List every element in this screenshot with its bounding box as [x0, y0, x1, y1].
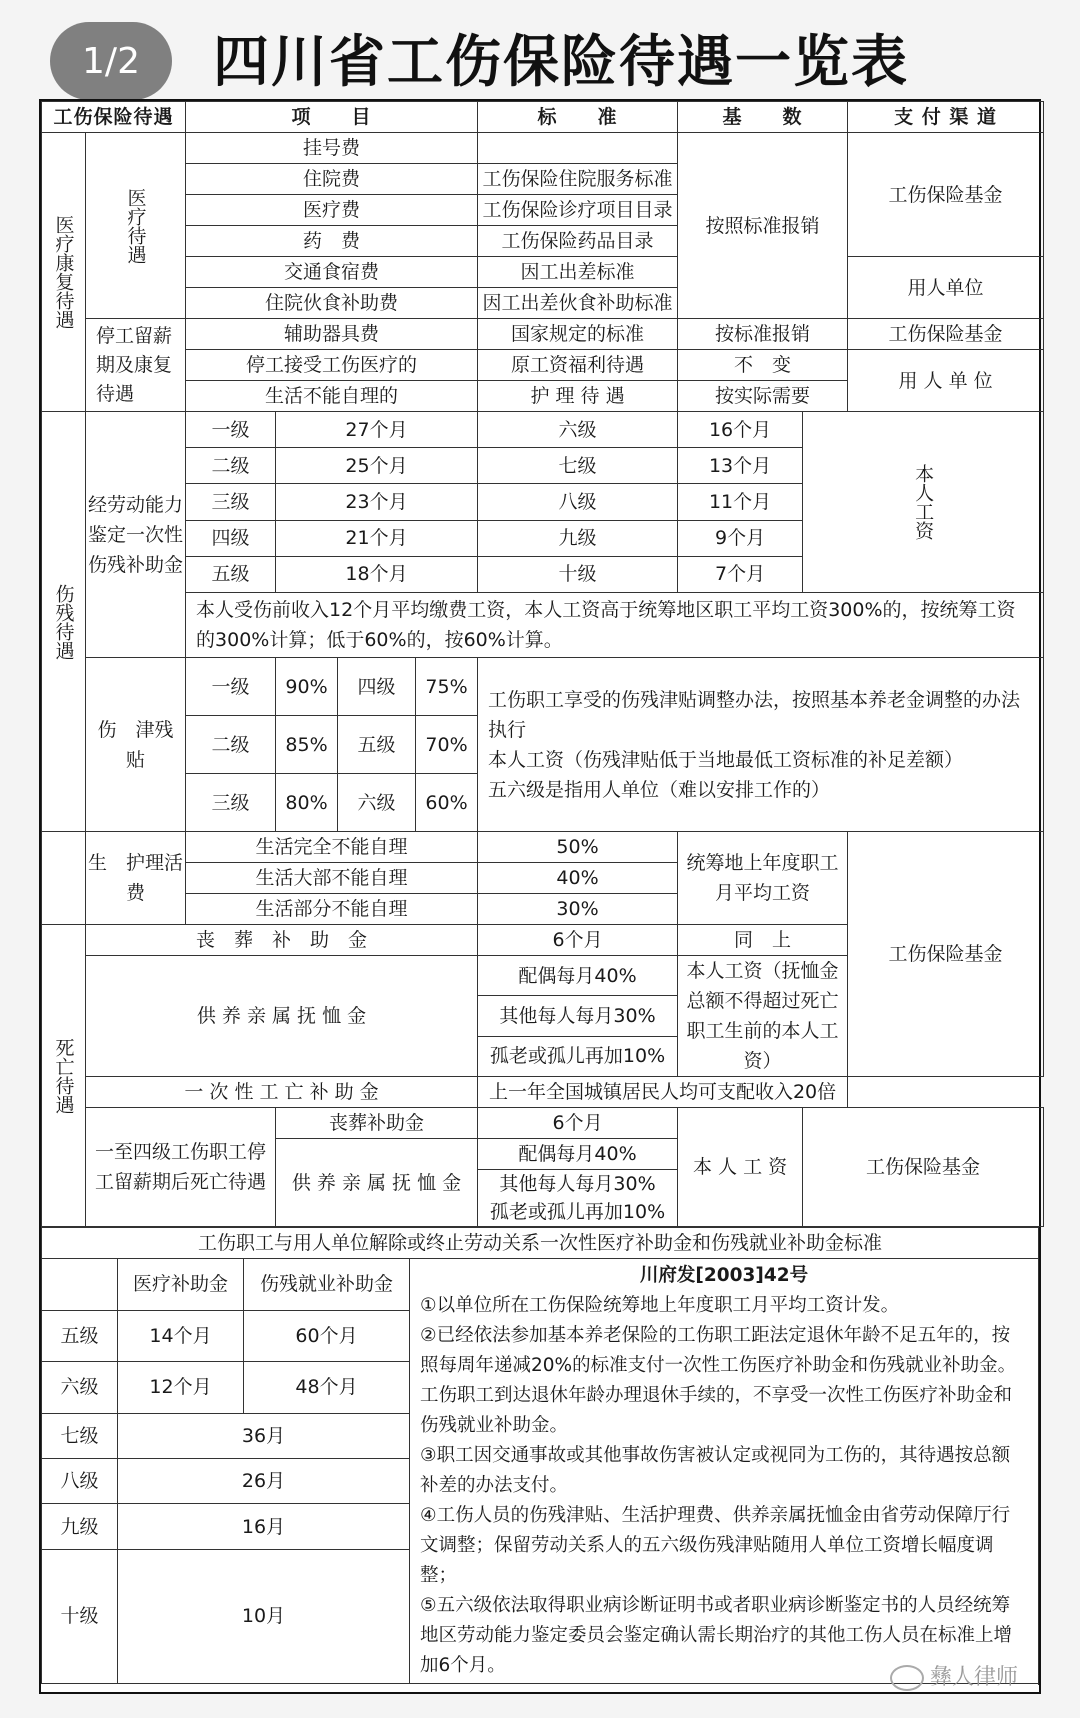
item-cell: 辅助器具费	[186, 319, 478, 350]
leave-death-label: 一至四级工伤职工停工留薪期后死亡待遇	[86, 1108, 276, 1227]
item-cell: 一 次 性 工 亡 补 助 金	[86, 1077, 478, 1108]
nursing-base: 统筹地上年度职工月平均工资	[678, 832, 848, 925]
std-cell: 因工出差标准	[478, 257, 678, 288]
months-cell: 9个月	[678, 520, 803, 556]
std-cell: 因工出差伙食补助标准	[478, 288, 678, 319]
leave-sub: 停工留薪期及康复待遇	[86, 319, 186, 412]
grade-cell: 四级	[338, 658, 416, 716]
grade-cell: 六级	[338, 774, 416, 832]
doc-number: 川府发[2003]42号	[639, 1265, 809, 1286]
disability-category: 伤残待遇	[42, 412, 86, 832]
table-row	[42, 133, 1044, 164]
months-cell: 13个月	[678, 448, 803, 484]
medical-cell: 12个月	[118, 1362, 244, 1414]
std-cell: 50%	[478, 832, 678, 863]
grade-cell: 六级	[42, 1362, 118, 1414]
std-cell: 工伤保险药品目录	[478, 226, 678, 257]
std-cell: 6个月	[478, 925, 678, 956]
table-row	[42, 658, 1044, 716]
lump-note: 本人受伤前收入12个月平均缴费工资，本人工资高于统筹地区职工平均工资300%的，按统筹工资的300%计算；低于60%的，按60%计算。	[186, 593, 1044, 658]
page-title: 四川省工伤保险待遇一览表	[213, 30, 909, 95]
grade-cell: 一级	[186, 658, 276, 716]
main-table	[41, 101, 1044, 1227]
base-cell: 同 上	[678, 925, 848, 956]
item-cell: 生活不能自理的	[186, 381, 478, 412]
pay-cell: 工伤保险基金	[848, 319, 1044, 350]
grade-cell: 六级	[478, 412, 678, 448]
std-cell: 配偶每月40%	[478, 1139, 678, 1170]
item-cell: 住院伙食补助费	[186, 288, 478, 319]
table-row	[42, 257, 1044, 288]
watermark	[890, 1660, 1018, 1691]
note-item: ⑤五六级依法取得职业病诊断证明书或者职业病诊断鉴定书的人员经统筹地区劳动能力鉴定委员会鉴定确认需长期治疗的其他工伤人员在标准上增加6个月。	[420, 1595, 1013, 1676]
std-cell: 30%	[478, 894, 678, 925]
months-cell: 23个月	[276, 484, 478, 520]
months-cell: 18个月	[276, 556, 478, 592]
allowance-note: 工伤职工享受的伤残津贴调整办法，按照基本养老金调整的办法执行 本人工资（伤残津贴低于当地最低工资标准的补足差额） 五六级是指用人单位（难以安排工作的）	[478, 658, 1044, 832]
grade-cell: 十级	[42, 1549, 118, 1683]
grade-cell: 二级	[186, 716, 276, 774]
grade-cell: 二级	[186, 448, 276, 484]
std-line: 其他每人每月30%	[499, 1173, 656, 1195]
termination-title: 工伤职工与用人单位解除或终止劳动关系一次性医疗补助金和伤残就业补助金标准	[42, 1228, 1039, 1259]
base-cell: 按实际需要	[678, 381, 848, 412]
leave-pay: 工伤保险基金	[803, 1108, 1044, 1227]
base-cell: 按照标准报销	[678, 133, 848, 319]
std-cell: 原工资福利待遇	[478, 350, 678, 381]
item-cell: 挂号费	[186, 133, 478, 164]
grade-cell: 九级	[42, 1504, 118, 1549]
std-line: 孤老或孤儿再加10%	[489, 1201, 666, 1223]
table-row	[42, 412, 1044, 448]
item-cell: 住院费	[186, 164, 478, 195]
grade-cell: 三级	[186, 484, 276, 520]
months-cell: 27个月	[276, 412, 478, 448]
item-cell: 丧葬补助金	[276, 1108, 478, 1139]
item-cell: 医疗费	[186, 195, 478, 226]
std-cell: 配偶每月40%	[478, 956, 678, 996]
grade-cell: 四级	[186, 520, 276, 556]
grade-cell: 九级	[478, 520, 678, 556]
std-cell: 国家规定的标准	[478, 319, 678, 350]
combined-cell: 26月	[118, 1459, 410, 1504]
item-cell: 交通食宿费	[186, 257, 478, 288]
table-row	[42, 593, 1044, 658]
note-item: ④工伤人员的伤残津贴、生活护理费、供养亲属抚恤金由省劳动保障厅行文调整；保留劳动关系人的五六级伤残津贴随用人单位工资增长幅度调整；	[420, 1505, 1011, 1586]
pay-cell: 工伤保险基金	[848, 133, 1044, 257]
grade-cell: 七级	[478, 448, 678, 484]
base-cell: 不 变	[678, 350, 848, 381]
nursing-pay: 工伤保险基金	[848, 832, 1044, 1077]
leave-base: 本 人 工 资	[678, 1108, 803, 1227]
item-cell: 停工接受工伤医疗的	[186, 350, 478, 381]
table-row	[42, 832, 1044, 863]
termination-blank	[42, 1259, 118, 1311]
item-cell: 生活大部不能自理	[186, 863, 478, 894]
item-cell: 生活完全不能自理	[186, 832, 478, 863]
combined-cell: 36月	[118, 1413, 410, 1458]
std-cell: 6个月	[478, 1108, 678, 1139]
header-standard: 标 准	[478, 102, 678, 133]
death-category: 死亡待遇	[42, 925, 86, 1227]
table-row	[42, 1259, 1039, 1311]
nursing-blank	[42, 832, 86, 925]
header-base: 基 数	[678, 102, 848, 133]
grade-cell: 八级	[42, 1459, 118, 1504]
header-row	[42, 102, 1044, 133]
note-item: ①以单位所在工伤保险统筹地上年度职工月平均工资计发。	[420, 1295, 900, 1316]
months-cell: 16个月	[678, 412, 803, 448]
item-cell: 供 养 亲 属 抚 恤 金	[276, 1139, 478, 1227]
pct-cell: 75%	[416, 658, 478, 716]
pct-cell: 70%	[416, 716, 478, 774]
medical-category: 医疗康复待遇	[42, 133, 86, 412]
base-cell: 本人工资（抚恤金总额不得超过死亡职工生前的本人工资）	[678, 956, 848, 1077]
months-cell: 11个月	[678, 484, 803, 520]
item-cell: 药 费	[186, 226, 478, 257]
months-cell: 25个月	[276, 448, 478, 484]
employment-cell: 60个月	[244, 1310, 410, 1362]
lump-base: 本人工资	[803, 412, 1044, 593]
grade-cell: 十级	[478, 556, 678, 592]
table-row	[42, 1108, 1044, 1139]
std-cell	[478, 1170, 678, 1227]
pct-cell: 85%	[276, 716, 338, 774]
pct-cell: 80%	[276, 774, 338, 832]
grade-cell: 八级	[478, 484, 678, 520]
lump-label: 经劳动能力鉴定一次性伤残补助金	[86, 412, 186, 658]
header-item: 项 目	[186, 102, 478, 133]
employment-cell: 48个月	[244, 1362, 410, 1414]
item-cell: 生活部分不能自理	[186, 894, 478, 925]
std-cell: 其他每人每月30%	[478, 996, 678, 1036]
termination-table	[41, 1227, 1039, 1684]
std-cell: 40%	[478, 863, 678, 894]
grade-cell: 五级	[42, 1310, 118, 1362]
std-cell: 孤老或孤儿再加10%	[478, 1036, 678, 1076]
item-cell: 丧 葬 补 助 金	[86, 925, 478, 956]
col-employment: 伤残就业补助金	[244, 1259, 410, 1311]
grade-cell: 五级	[338, 716, 416, 774]
grade-cell: 三级	[186, 774, 276, 832]
termination-notes	[410, 1259, 1039, 1684]
combined-cell: 16月	[118, 1504, 410, 1549]
medical-cell: 14个月	[118, 1310, 244, 1362]
combined-cell: 10月	[118, 1549, 410, 1683]
pct-cell: 60%	[416, 774, 478, 832]
col-medical: 医疗补助金	[118, 1259, 244, 1311]
grade-cell: 一级	[186, 412, 276, 448]
std-cell	[478, 133, 678, 164]
months-cell: 7个月	[678, 556, 803, 592]
table-row	[42, 350, 1044, 381]
std-cell: 工伤保险诊疗项目目录	[478, 195, 678, 226]
note-item: ③职工因交通事故或其他事故伤害被认定或视同为工伤的，其待遇按总额补差的办法支付。	[420, 1445, 1011, 1496]
header-category: 工伤保险待遇	[42, 102, 186, 133]
table-row	[42, 1077, 1044, 1108]
wechat-icon	[890, 1665, 924, 1691]
pct-cell: 90%	[276, 658, 338, 716]
std-cell: 上一年全国城镇居民人均可支配收入20倍	[478, 1077, 848, 1108]
pay-cell: 用 人 单 位	[848, 350, 1044, 412]
base-cell: 按标准报销	[678, 319, 848, 350]
table-row	[42, 319, 1044, 350]
nursing-label: 生 护理活 费	[86, 832, 186, 925]
std-cell: 工伤保险住院服务标准	[478, 164, 678, 195]
pay-cell: 用人单位	[848, 257, 1044, 319]
item-cell: 供 养 亲 属 抚 恤 金	[86, 956, 478, 1077]
grade-cell: 七级	[42, 1413, 118, 1458]
medical-sub: 医疗待遇	[86, 133, 186, 319]
grade-cell: 五级	[186, 556, 276, 592]
page-badge: 1/2	[50, 22, 172, 100]
note-item: ②已经依法参加基本养老保险的工伤职工距法定退休年龄不足五年的，按照每周年递减20%的标准支付一次性工伤医疗补助金和伤残就业补助金。工伤职工到达退休年龄办理退休手续的，不享受一次性工伤医疗补助金和伤残就业补助金。	[420, 1325, 1017, 1436]
std-cell: 护 理 待 遇	[478, 381, 678, 412]
watermark-text: 彝人律师	[930, 1665, 1019, 1690]
table-row	[42, 1228, 1039, 1259]
allowance-label: 伤 津残 贴	[86, 658, 186, 832]
header-payment: 支 付 渠 道	[848, 102, 1044, 133]
months-cell: 21个月	[276, 520, 478, 556]
benefits-table	[39, 99, 1041, 1694]
